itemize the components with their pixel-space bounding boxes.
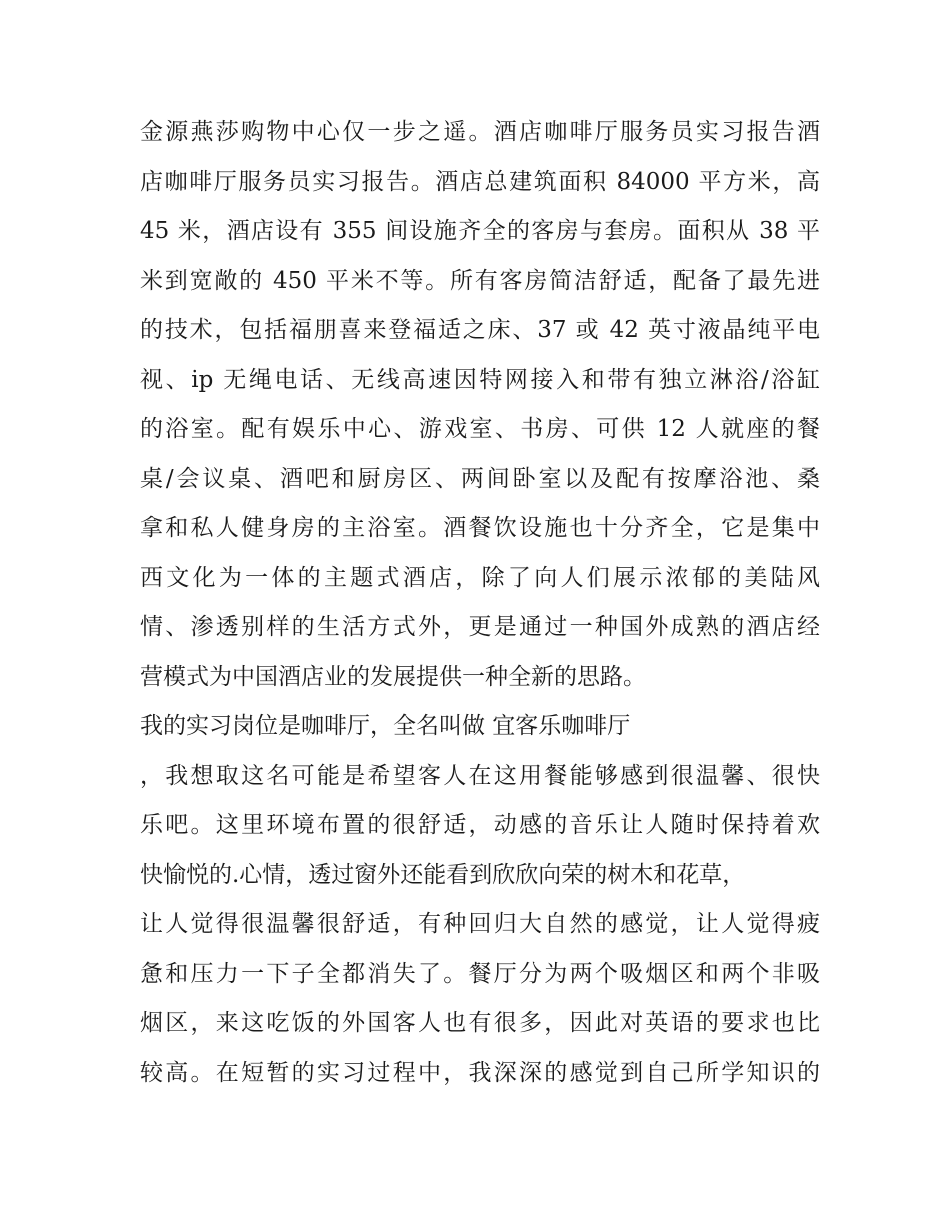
text-line: 营模式为中国酒店业的发展提供一种全新的思路。 <box>140 663 646 690</box>
text-line: 情、渗透别样的生活方式外，更是通过一种国外成熟的酒店经 <box>140 614 820 640</box>
text-line: 桌/会议桌、酒吧和厨房区、两间卧室以及配有按摩浴池、桑 <box>140 465 820 492</box>
text-line: 较高。在短暂的实习过程中，我深深的感觉到自己所学知识的 <box>140 1059 820 1086</box>
text-line: 的浴室。配有娱乐中心、游戏室、书房、可供 12 人就座的餐 <box>140 416 820 442</box>
text-line: ，我想取这名可能是希望客人在这用餐能够感到很温馨、很快 <box>140 762 820 789</box>
text-line: 拿和私人健身房的主浴室。酒餐饮设施也十分齐全，它是集中 <box>140 515 820 541</box>
text-line: 我的实习岗位是咖啡厅，全名叫做 宜客乐咖啡厅 <box>140 713 631 739</box>
text-line: 的技术，包括福朋喜来登福适之床、37 或 42 英寸液晶纯平电 <box>140 317 820 343</box>
text-line: 金源燕莎购物中心仅一步之遥。酒店咖啡厅服务员实习报告酒 <box>140 119 820 145</box>
text-line: 让人觉得很温馨很舒适，有种回归大自然的感觉，让人觉得疲 <box>140 911 820 937</box>
text-line: 45 米，酒店设有 355 间设施齐全的客房与套房。面积从 38 平 <box>140 218 820 244</box>
text-line: 烟区，来这吃饭的外国客人也有很多，因此对英语的要求也比 <box>140 1010 820 1036</box>
text-line: 乐吧。这里环境布置的很舒适，动感的音乐让人随时保持着欢 <box>140 812 820 838</box>
text-line: 店咖啡厅服务员实习报告。酒店总建筑面积 84000 平方米，高 <box>140 168 820 195</box>
text-line: 西文化为一体的主题式酒店，除了向人们展示浓郁的美陆风 <box>140 564 820 591</box>
text-line: 视、ip 无绳电话、无线高速因特网接入和带有独立淋浴/浴缸 <box>140 366 820 393</box>
text-line: 快愉悦的.心情，透过窗外还能看到欣欣向荣的树木和花草， <box>140 861 746 888</box>
text-line: 米到宽敞的 450 平米不等。所有客房简洁舒适，配备了最先进 <box>140 267 820 294</box>
body-text <box>140 108 820 1098</box>
text-line: 惫和压力一下子全都消失了。餐厅分为两个吸烟区和两个非吸 <box>140 960 820 987</box>
